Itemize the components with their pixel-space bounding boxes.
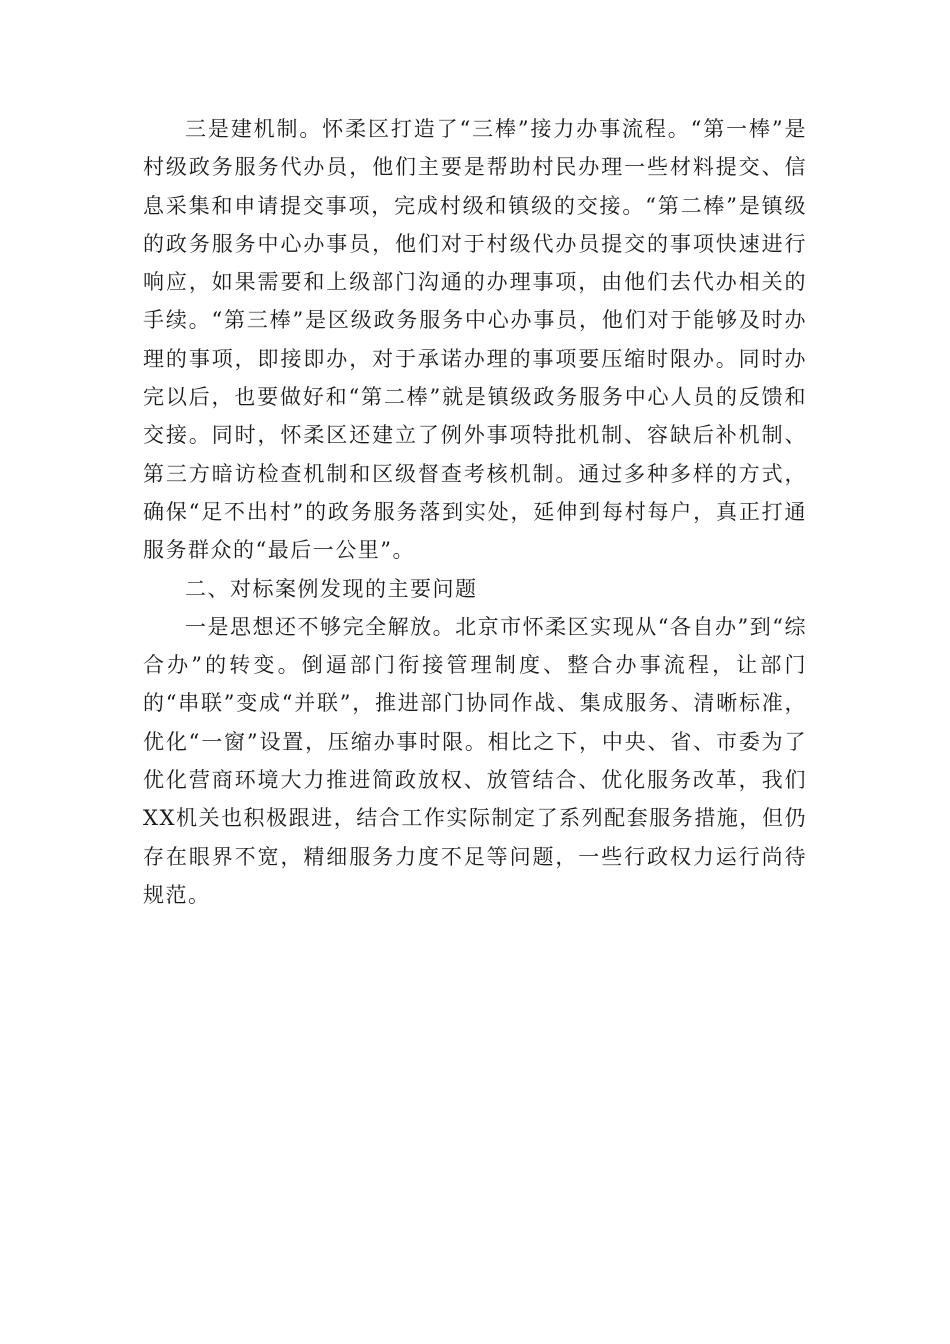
paragraph-thinking: 一是思想还不够完全解放。北京市怀柔区实现从“各自办”到“综合办”的转变。倒逼部门衔接管理制度、整合办事流程，让部门的“串联”变成“并联”，推进部门协同作战、集成服务、清晰标准，优化“一窗”设置，压缩办事时限。相比之下，中央、省、市委为了优化营商环境大力推进简政放权、放管结合、优化服务改革，我们XX机关也积极跟进，结合工作实际制定了系列配套服务措施，但仍存在眼界不宽，精细服务力度不足等问题，一些行政权力运行尚待规范。 [143, 614, 807, 907]
section-heading-problems: 二、对标案例发现的主要问题 [185, 576, 478, 601]
paragraph-mechanism: 三是建机制。怀柔区打造了“三棒”接力办事流程。“第一棒”是村级政务服务代办员，他们主要是帮助村民办理一些材料提交、信息采集和申请提交事项，完成村级和镇级的交接。“第二棒”是镇级的政务服务中心办事员，他们对于村级代办员提交的事项快速进行响应，如果需要和上级部门沟通的办理事项，由他们去代办相关的手续。“第三棒”是区级政务服务中心办事员，他们对于能够及时办理的事项，即接即办，对于承诺办理的事项要压缩时限办。同时办完以后，也要做好和“第二棒”就是镇级政务服务中心人员的反馈和交接。同时，怀柔区还建立了例外事项特批机制、容缺后补机制、第三方暗访检查机制和区级督查考核机制。通过多种多样的方式，确保“足不出村”的政务服务落到实处，延伸到每村每户，真正打通服务群众的“最后一公里”。 [143, 117, 807, 563]
document-body [143, 110, 807, 914]
